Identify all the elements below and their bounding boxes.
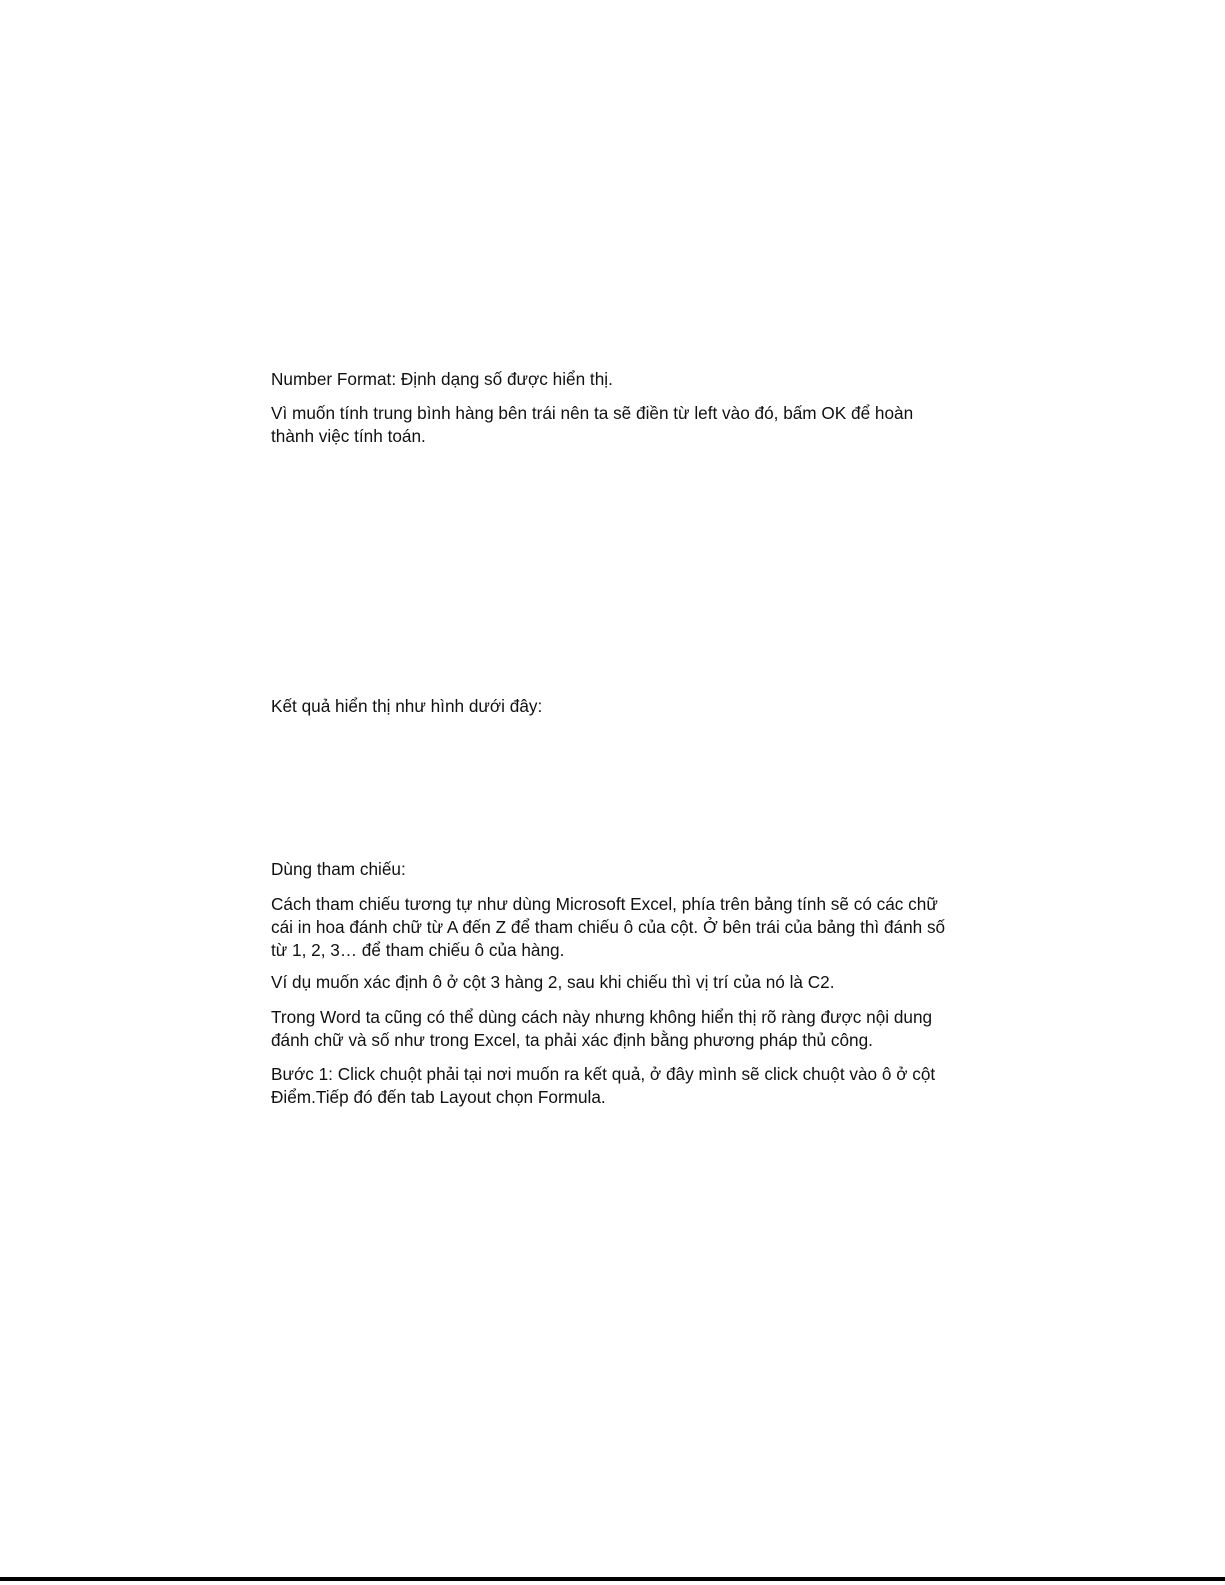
paragraph-reference-method: Cách tham chiếu tương tự như dùng Microsoft Excel, phía trên bảng tính sẽ có các chữ cái in hoa đánh chữ từ A đến Z để tham chiếu ô của cột. Ở bên trái của bảng thì đánh số từ 1, 2, 3… để tham chiếu ô của hàng. [271, 894, 946, 960]
paragraph-average-left: Vì muốn tính trung bình hàng bên trái nên ta sẽ điền từ left vào đó, bấm OK để hoàn thành việc tính toán. [271, 403, 914, 446]
page-bottom-border [0, 1577, 1225, 1581]
paragraph-step-1: Bước 1: Click chuột phải tại nơi muốn ra kết quả, ở đây mình sẽ click chuột vào ô ở cột Điểm.Tiếp đó đến tab Layout chọn Formula. [271, 1064, 936, 1107]
paragraph-use-reference: Dùng tham chiếu: [271, 859, 406, 879]
paragraph-result-shown: Kết quả hiển thị như hình dưới đây: [271, 696, 543, 716]
paragraph-number-format: Number Format: Định dạng số được hiển thị. [271, 369, 613, 389]
paragraph-word-manual: Trong Word ta cũng có thể dùng cách này nhưng không hiển thị rõ ràng được nội dung đánh chữ và số như trong Excel, ta phải xác định bằng phương pháp thủ công. [271, 1007, 933, 1050]
paragraph-example: Ví dụ muốn xác định ô ở cột 3 hàng 2, sau khi chiếu thì vị trí của nó là C2. [271, 972, 835, 992]
